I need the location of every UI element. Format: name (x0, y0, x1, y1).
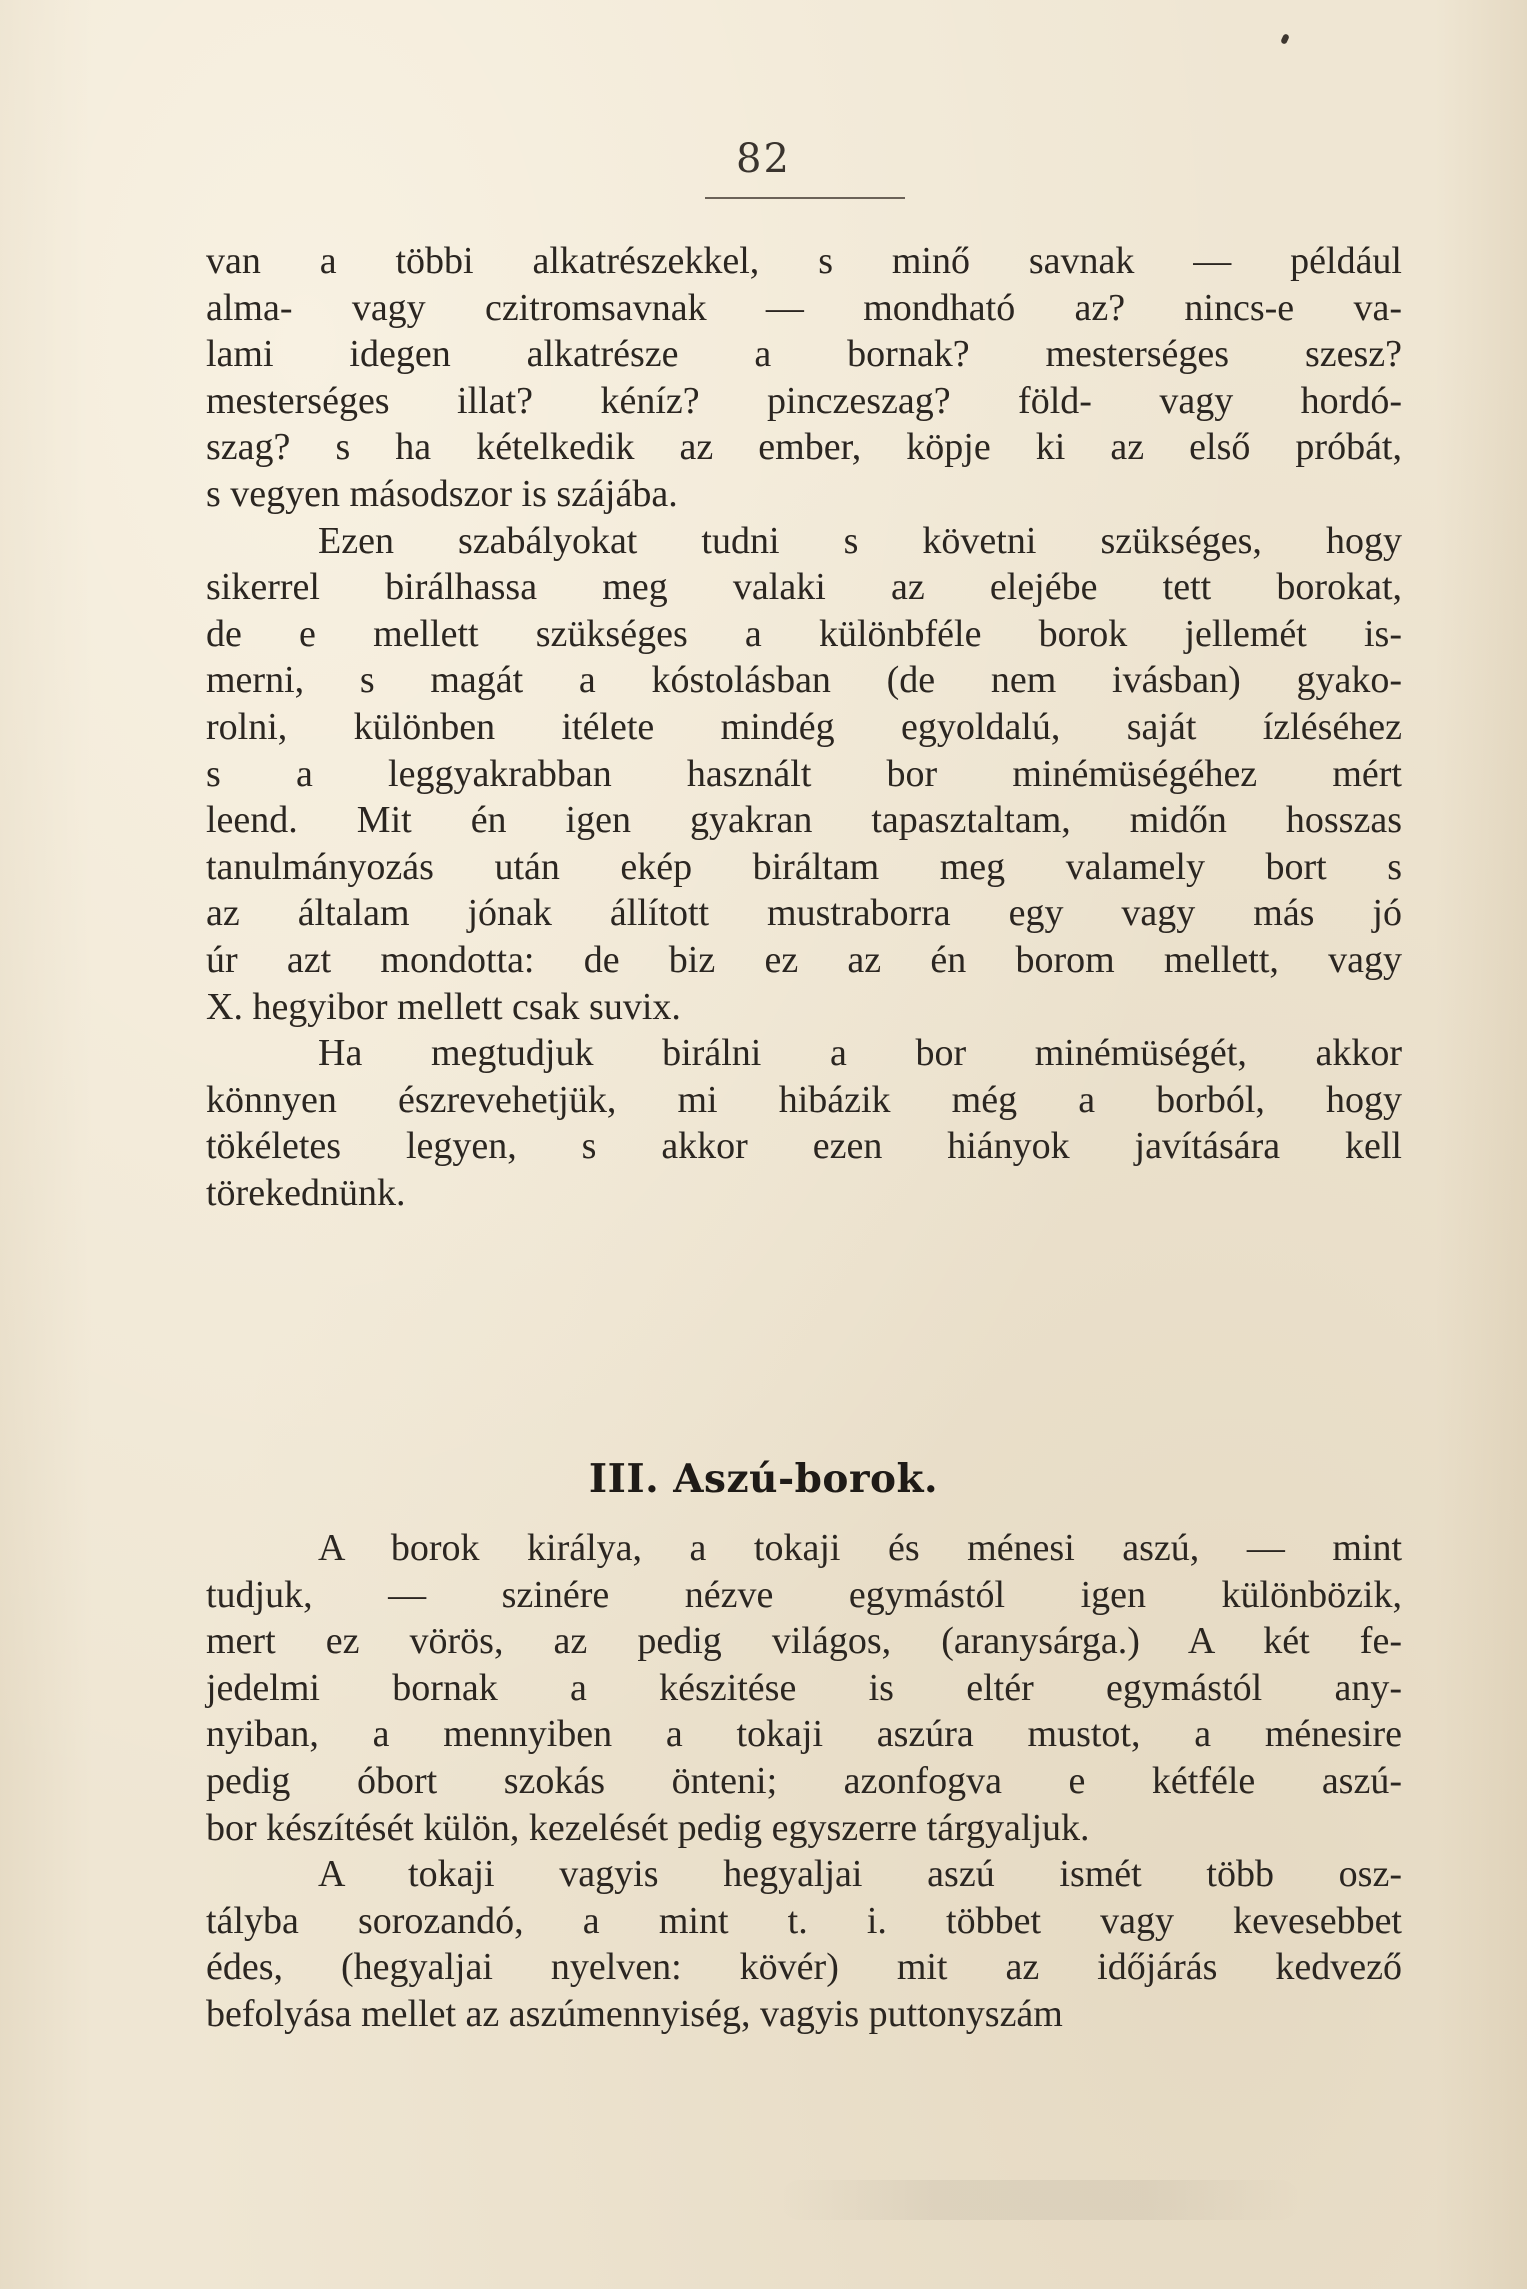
body-text-top (206, 238, 1402, 1216)
text-line: nyiban, a mennyiben a tokaji aszúra mustot, a ménesire (206, 1713, 1402, 1756)
text-line: merni, s magát a kóstolásban (de nem ivásban) gyako- (206, 659, 1402, 702)
paragraph (206, 518, 1402, 1031)
text-line: az általam jónak állított mustraborra egy vagy más jó (206, 892, 1402, 935)
show-through-smudge (780, 2180, 1300, 2220)
paragraph (206, 1525, 1402, 1851)
ink-speck (1280, 33, 1290, 45)
text-line: sikerrel birálhassa meg valaki az elejébe tett borokat, (206, 566, 1402, 609)
text-line: tályba sorozandó, a mint t. i. többet vagy kevesebbet (206, 1899, 1402, 1942)
text-line: alma- vagy czitromsavnak — mondható az? nincs-e va- (206, 286, 1402, 329)
text-line: lami idegen alkatrésze a bornak? mesterséges szesz? (206, 333, 1402, 376)
text-line: van a többi alkatrészekkel, s minő savnak — például (206, 240, 1402, 282)
paragraph (206, 1851, 1402, 2037)
text-line: A tokaji vagyis hegyaljai aszú ismét több osz- (318, 1853, 1402, 1896)
paragraph (206, 238, 1402, 518)
text-line: Ha megtudjuk birálni a bor minémüségét, akkor (318, 1032, 1402, 1075)
text-line: leend. Mit én igen gyakran tapasztaltam, midőn hosszas (206, 799, 1402, 842)
page-number: 82 (736, 136, 791, 182)
paragraph (206, 1030, 1402, 1216)
text-line: könnyen észrevehetjük, mi hibázik még a borból, hogy (206, 1078, 1402, 1121)
text-line: szag? s ha kételkedik az ember, köpje ki az első próbát, (206, 426, 1402, 469)
header-rule (705, 197, 905, 199)
text-line: úr azt mondotta: de biz ez az én borom mellett, vagy (206, 938, 1402, 981)
text-line: mert ez vörös, az pedig világos, (aranysárga.) A két fe- (206, 1620, 1402, 1663)
text-line: s a leggyakrabban használt bor minémüségéhez mért (206, 752, 1402, 795)
text-line: X. hegyibor mellett csak suvix. (206, 985, 681, 1028)
text-line: A borok királya, a tokaji és ménesi aszú, — mint (318, 1527, 1402, 1569)
text-line: törekednünk. (206, 1171, 406, 1214)
section-heading: III. Aszú-borok. (588, 1456, 939, 1502)
text-line: befolyása mellet az aszúmennyiség, vagyis puttonyszám (206, 1992, 1063, 2035)
text-line: Ezen szabályokat tudni s követni szükséges, hogy (318, 519, 1402, 562)
text-line: rolni, különben itélete mindég egyoldalú, saját ízléséhez (206, 705, 1402, 748)
text-line: pedig óbort szokás önteni; azonfogva e kétféle aszú- (206, 1759, 1402, 1802)
text-line: bor készítését külön, kezelését pedig egyszerre tárgyaljuk. (206, 1806, 1090, 1849)
text-line: édes, (hegyaljai nyelven: kövér) mit az időjárás kedvező (206, 1946, 1402, 1989)
text-line: tudjuk, — szinére nézve egymástól igen különbözik, (206, 1573, 1402, 1616)
text-line: tökéletes legyen, s akkor ezen hiányok javítására kell (206, 1125, 1402, 1168)
text-line: jedelmi bornak a készitése is eltér egymástól any- (206, 1666, 1402, 1709)
text-line: tanulmányozás után ekép biráltam meg valamely bort s (206, 845, 1402, 888)
text-line: s vegyen másodszor is szájába. (206, 472, 678, 515)
text-line: mesterséges illat? kéníz? pinczeszag? föld- vagy hordó- (206, 379, 1402, 422)
text-line: de e mellett szükséges a különbféle borok jellemét is- (206, 612, 1402, 655)
body-text-bottom (206, 1525, 1402, 2038)
